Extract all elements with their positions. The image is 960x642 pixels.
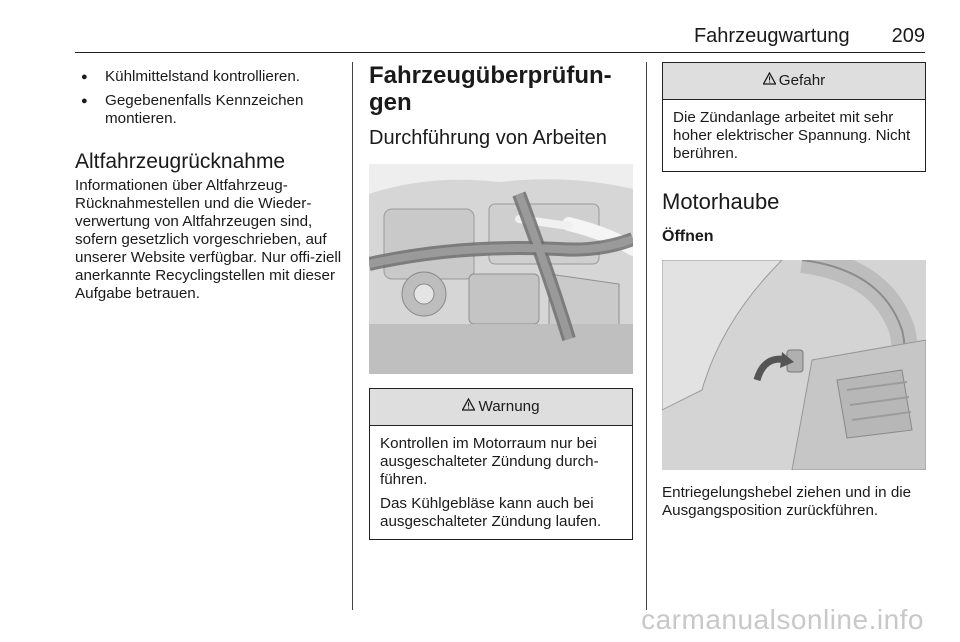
recycling-paragraph: Informationen über Altfahrzeug-Rücknahmestellen und die Wieder-verwertung von Altfahrzeugen sind, sofern gesetzlich vorgeschrieben, auf unserer Website verfügbar. Nur offi-ziell anerkannte Recyclingstellen mit dieser Aufgabe betrauen. <box>75 177 342 302</box>
bullet-list <box>75 68 345 128</box>
danger-box <box>662 62 926 172</box>
section-heading-inspection <box>369 62 633 116</box>
warning-header <box>370 389 632 426</box>
warning-text: Kontrollen im Motorraum nur bei ausgeschalteter Zündung durch-führen. <box>380 435 599 488</box>
hood-release-drawing <box>662 260 926 470</box>
danger-body <box>663 100 925 171</box>
page-number: 209 <box>891 25 925 47</box>
column-middle <box>369 62 633 540</box>
section-heading-motorhaube: Motorhaube <box>662 189 780 214</box>
warning-text: Das Kühlgebläse kann auch bei ausgeschalteter Zündung laufen. <box>380 495 602 530</box>
subheading-work: Durchführung von Arbeiten <box>369 127 607 149</box>
warning-box <box>369 388 633 540</box>
watermark-text: carmanualsonline.info <box>641 604 924 635</box>
section-title: Fahrzeugwartung <box>693 25 850 47</box>
section-heading-altfahrzeug: Altfahrzeugrücknahme <box>75 150 286 173</box>
engine-bay-illustration <box>369 164 633 374</box>
danger-header <box>663 63 925 100</box>
bullet-item: ● Gegebenenfalls Kennzeichen montieren. <box>75 92 345 128</box>
hood-release-illustration <box>662 260 926 470</box>
bullet-item: ● Kühlmittelstand kontrollieren. <box>75 68 345 86</box>
warning-triangle-icon <box>462 389 475 425</box>
danger-text: Die Zündanlage arbeitet mit sehr hoher elektrischer Spannung. Nicht berühren. <box>673 109 911 162</box>
column-right <box>662 62 926 520</box>
danger-title: Gefahr <box>778 72 826 89</box>
heading-line-2: gen <box>369 89 412 116</box>
danger-triangle-icon <box>763 63 776 99</box>
column-divider-1 <box>352 62 353 610</box>
subheading-open: Öffnen <box>662 228 714 245</box>
hood-release-caption: Entriegelungshebel ziehen und in die Ausgangsposition zurückführen. <box>662 484 912 519</box>
column-divider-2 <box>646 62 647 610</box>
page-header <box>75 22 925 53</box>
column-left <box>75 62 345 303</box>
engine-bay-drawing <box>369 164 633 374</box>
warning-title: Warnung <box>478 398 540 415</box>
heading-line-1: Fahrzeugüberprüfun- <box>369 62 612 89</box>
warning-body <box>370 426 632 539</box>
